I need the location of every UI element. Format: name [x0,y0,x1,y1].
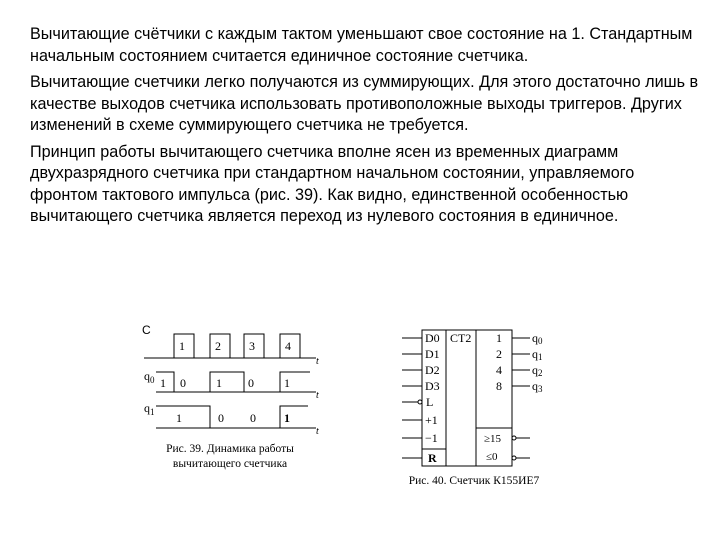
c-time-label: t [316,356,319,367]
q0-base: q [532,331,538,345]
input-label-d1: D1 [425,347,440,361]
q0-value: 1 [284,376,290,390]
output-weight: 8 [496,379,502,393]
q0-value: 0 [248,376,254,390]
q0-time-label: t [316,390,319,401]
output-weight: 4 [496,363,502,377]
q1-base: q [144,401,150,415]
figure-40-counter-chip [388,322,588,490]
pulse-number: 4 [285,339,291,353]
figure-39-timing-diagram [130,318,330,478]
q1-base: q [532,347,538,361]
q3-sub: 3 [538,384,543,394]
q0-sub: 0 [150,375,155,385]
inversion-bubble [512,436,516,440]
q0-value: 1 [160,376,166,390]
borrow-label: ≤0 [486,451,498,463]
q0-value: 1 [216,376,222,390]
signal-label-c: C [142,323,151,337]
signal-label-q0 [144,369,155,385]
q0-value: 0 [180,376,186,390]
input-label-d3: D3 [425,379,440,393]
output-label-q0 [532,331,543,346]
signal-label-q1 [144,401,155,417]
input-label-r: R [428,451,437,465]
q2-base: q [532,363,538,377]
carry-label: ≥15 [484,433,502,445]
q1-value: 0 [250,411,256,425]
q0-sub: 0 [538,336,543,346]
output-weight: 2 [496,347,502,361]
output-label-q2 [532,363,543,378]
paragraph-3: Принцип работы вычитающего счетчика вполне ясен из временных диаграмм двухразрядного счетчика при стандартном начальном состоянии, управляемого фронтом тактового импульса (рис. 39). Как видно, единственной особенностью вычитающего счетчика является переход из нулевого состояния в единичное. [30,142,635,225]
q1-sub: 1 [538,352,543,362]
q1-value: 1 [284,411,290,425]
q3-base: q [532,379,538,393]
output-label-q3 [532,379,543,394]
body-text [30,24,700,233]
q1-value: 1 [176,411,182,425]
output-weight: 1 [496,331,502,345]
figure-39-caption-line2: вычитающего счетчика [172,458,288,470]
q1-sub: 1 [150,407,155,417]
chip-ct-label: CT2 [450,331,472,345]
output-label-q1 [532,347,543,362]
q2-sub: 2 [538,368,543,378]
figure-39-caption-line1: Рис. 39. Динамика работы [166,443,294,455]
q1-time-label: t [316,426,319,437]
input-label-down: −1 [425,431,438,445]
input-label-d2: D2 [425,363,440,377]
q0-base: q [144,369,150,383]
paragraph-2: Вычитающие счетчики легко получаются из суммирующих. Для этого достаточно лишь в качестве выходов счетчика использовать противоположные выходы триггеров. Других изменений в схеме суммирующего счетчика не требуется. [30,73,699,134]
inversion-bubble [418,400,422,404]
q1-value: 0 [218,411,224,425]
pulse-number: 2 [215,339,221,353]
paragraph-1: Вычитающие счётчики с каждым тактом уменьшают свое состояние на 1. Стандартным начальным состоянием считается единичное состояние счетчика. [30,25,693,65]
input-label-l: L [426,395,434,409]
inversion-bubble [512,456,516,460]
figure-40-caption: Рис. 40. Счетчик К155ИЕ7 [408,475,540,487]
input-label-up: +1 [425,413,438,427]
pulse-number: 1 [179,339,185,353]
pulse-number: 3 [249,339,255,353]
input-label-d0: D0 [425,331,440,345]
